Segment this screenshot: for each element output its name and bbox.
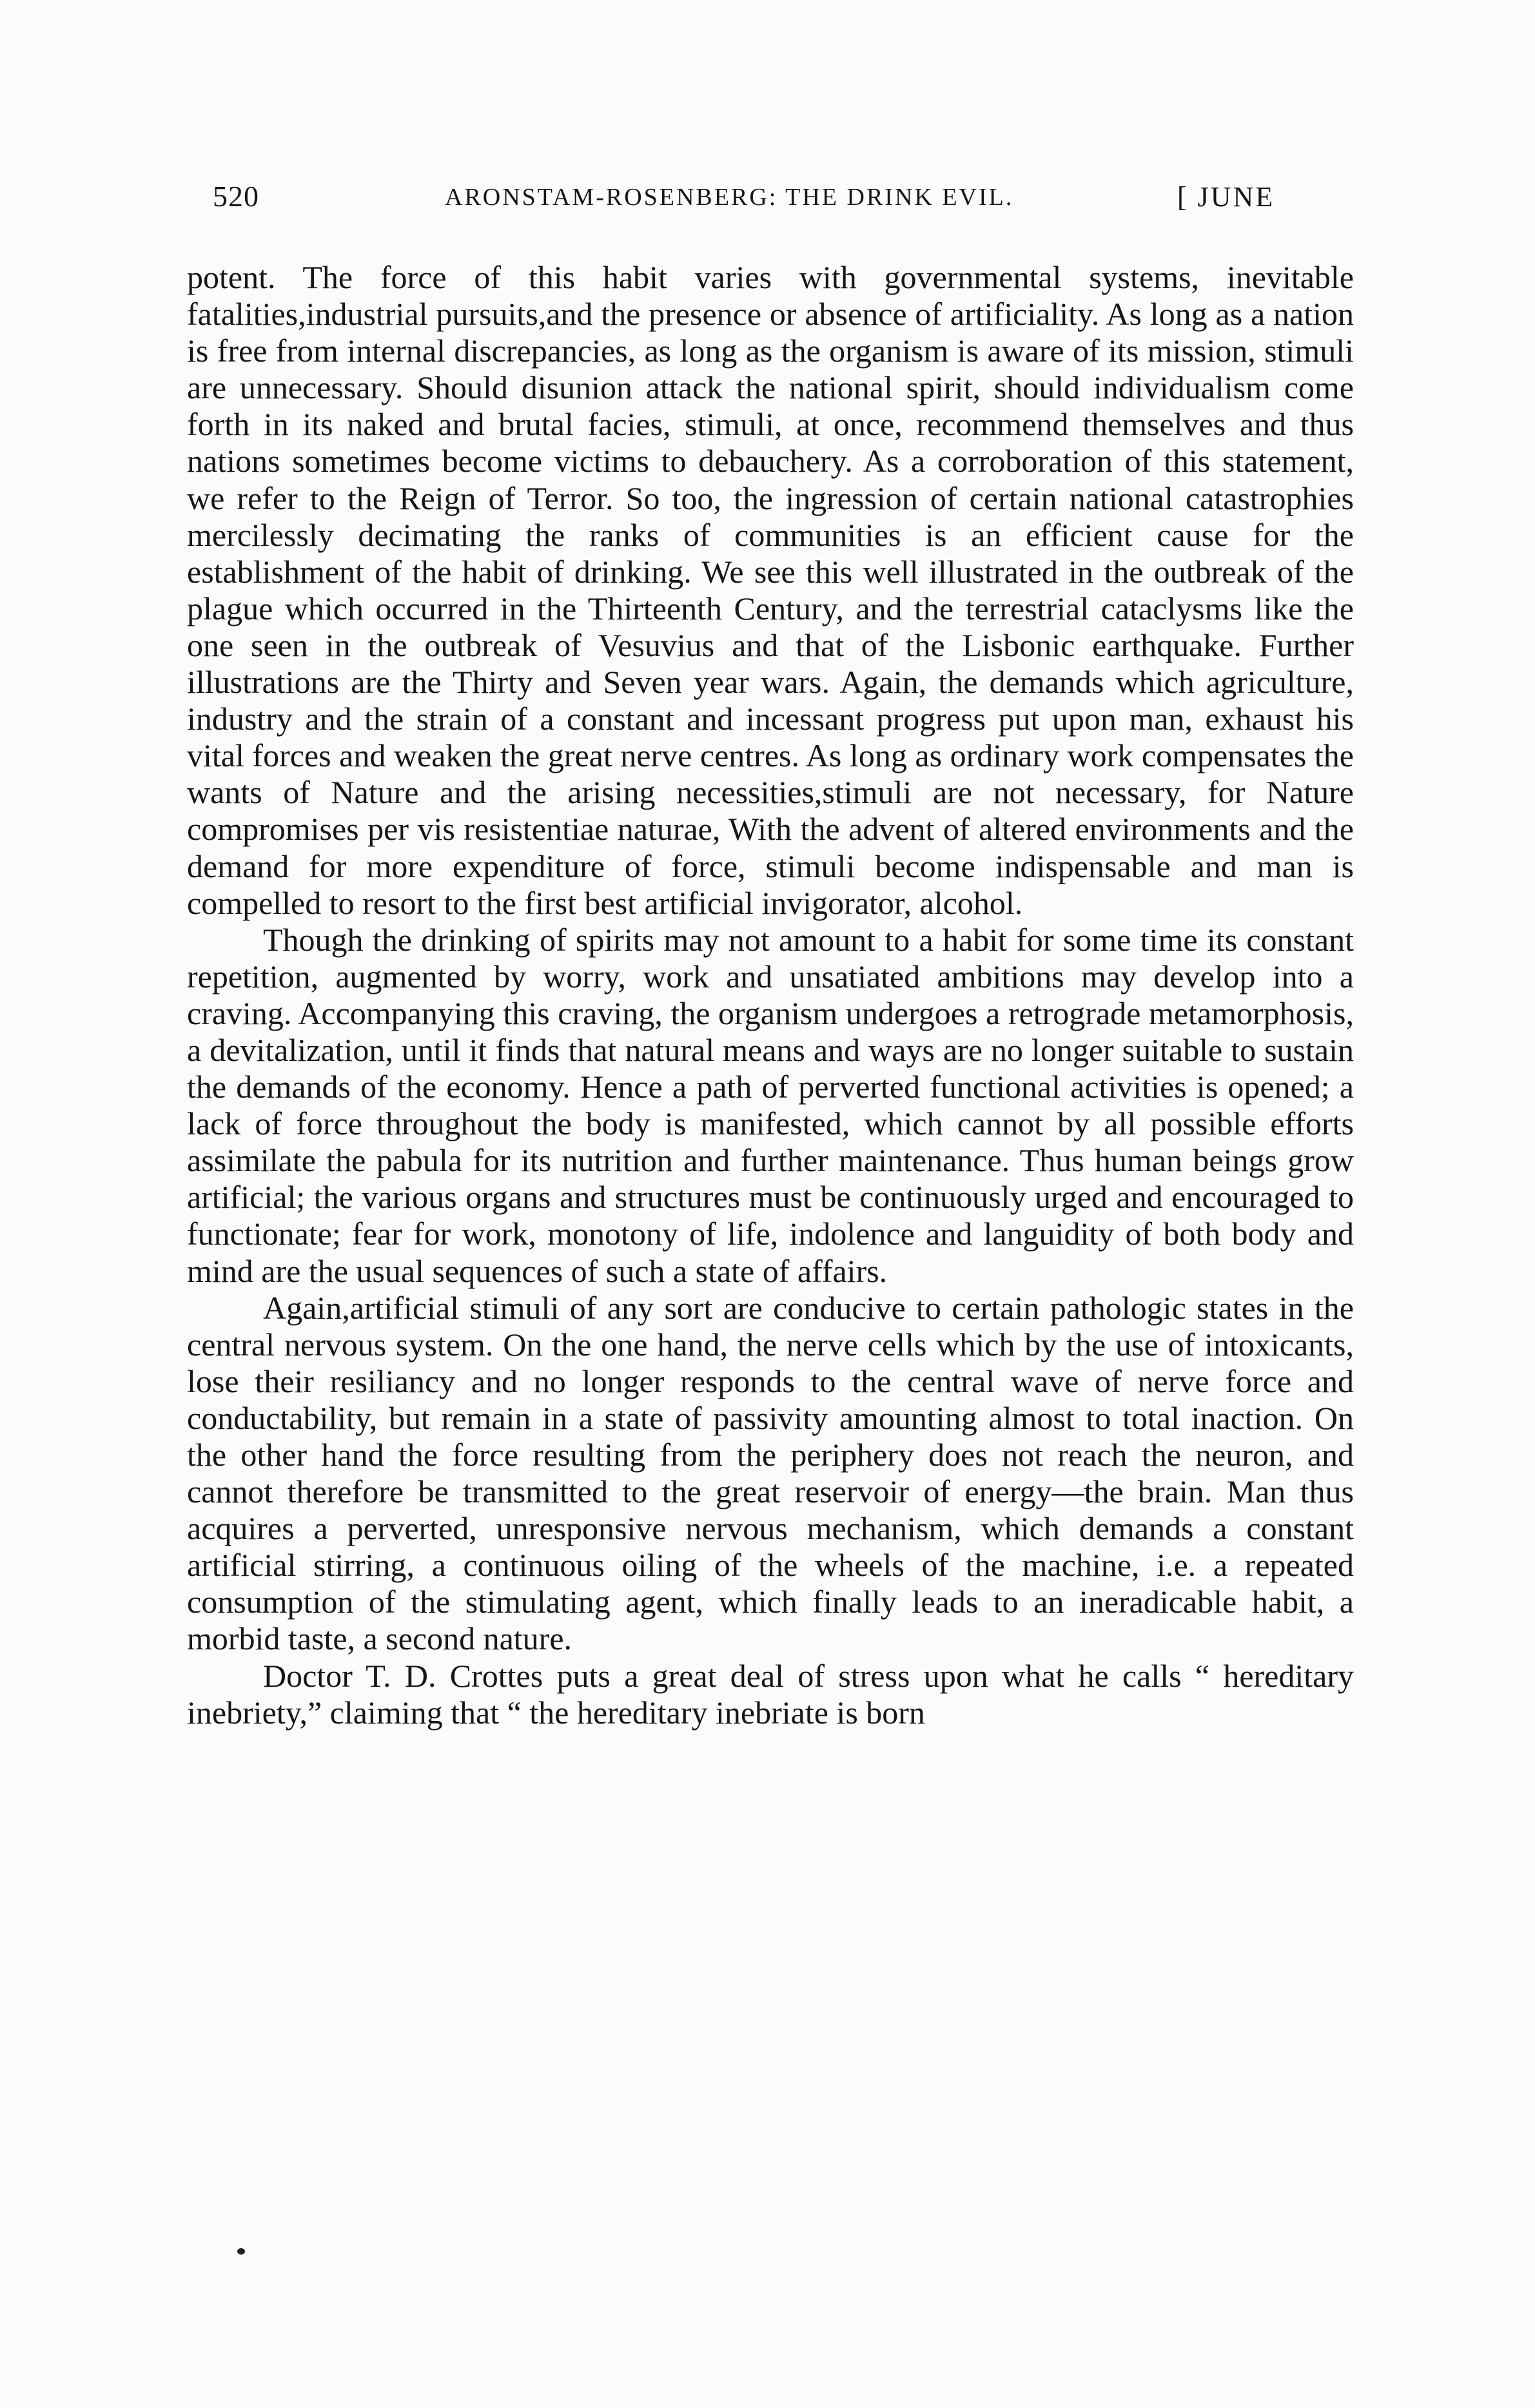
running-header [187,179,1347,218]
article-body [187,259,1354,1731]
paragraph-drinking-habit: Though the drinking of spirits may not amount to a habit for some time its constant repetition, augmented by worry, work and unsatiated ambitions may develop into a craving. Accompanying this craving, the organism undergoes a retrograde metamorphosis, a devitalization, until it finds that natural means and ways are no longer suitable to sustain the demands of the economy. Hence a path of perverted functional activities is opened; a lack of force throughout the body is manifested, which cannot by all possible efforts assimilate the pabula for its nutrition and further maintenance. Thus human beings grow artificial; the various organs and structures must be continuously urged and encouraged to functionate; fear for work, monotony of life, indolence and languidity of both body and mind are the usual sequences of such a state of affairs. [187,921,1354,1289]
ink-speck [237,2248,245,2255]
paragraph-continuation: potent. The force of this habit varies with governmental systems, inevitable fatalities,industrial pursuits,and the presence or absence of artificiality. As long as a nation is free from internal discrepancies, as long as the organism is aware of its mission, stimuli are unnecessary. Should disunion attack the national spirit, should individualism come forth in its naked and brutal facies, stimuli, at once, recommend themselves and thus nations sometimes become victims to debauchery. As a corroboration of this statement, we refer to the Reign of Terror. So too, the ingression of certain national catastrophies mercilessly decimating the ranks of communities is an efficient cause for the establishment of the habit of drinking. We see this well illustrated in the outbreak of the plague which occurred in the Thirteenth Century, and the terrestrial cataclysms like the one seen in the outbreak of Vesuvius and that of the Lisbonic earthquake. Further illustrations are the Thirty and Seven year wars. Again, the demands which agriculture, industry and the strain of a constant and incessant progress put upon man, exhaust his vital forces and weaken the great nerve centres. As long as ordinary work compensates the wants of Nature and the arising necessities,stimuli are not necessary, for Nature compromises per vis resistentiae naturae, With the advent of altered environments and the demand for more expenditure of force, stimuli become indispensable and man is compelled to resort to the first best artificial invigorator, alcohol. [187,259,1354,921]
page-number: 520 [213,180,259,213]
paragraph-nervous-system: Again,artificial stimuli of any sort are conducive to certain pathologic states in the central nervous system. On the one hand, the nerve cells which by the use of intoxicants, lose their resiliancy and no longer responds to the central wave of nerve force and conductability, but remain in a state of passivity amounting almost to total inaction. On the other hand the force resulting from the periphery does not reach the neuron, and cannot therefore be transmitted to the great reservoir of energy—the brain. Man thus acquires a perverted, unresponsive nervous mechanism, which demands a constant artificial stirring, a continuous oiling of the wheels of the machine, i.e. a repeated consumption of the stimulating agent, which finally leads to an ineradicable habit, a morbid taste, a second nature. [187,1289,1354,1657]
paragraph-hereditary-inebriety: Doctor T. D. Crottes puts a great deal of stress upon what he calls “ hereditary inebriety,” claiming that “ the hereditary inebriate is born [187,1657,1354,1731]
running-title: ARONSTAM-ROSENBERG: THE DRINK EVIL. [445,184,1014,211]
issue-month: [ JUNE [1177,181,1275,213]
